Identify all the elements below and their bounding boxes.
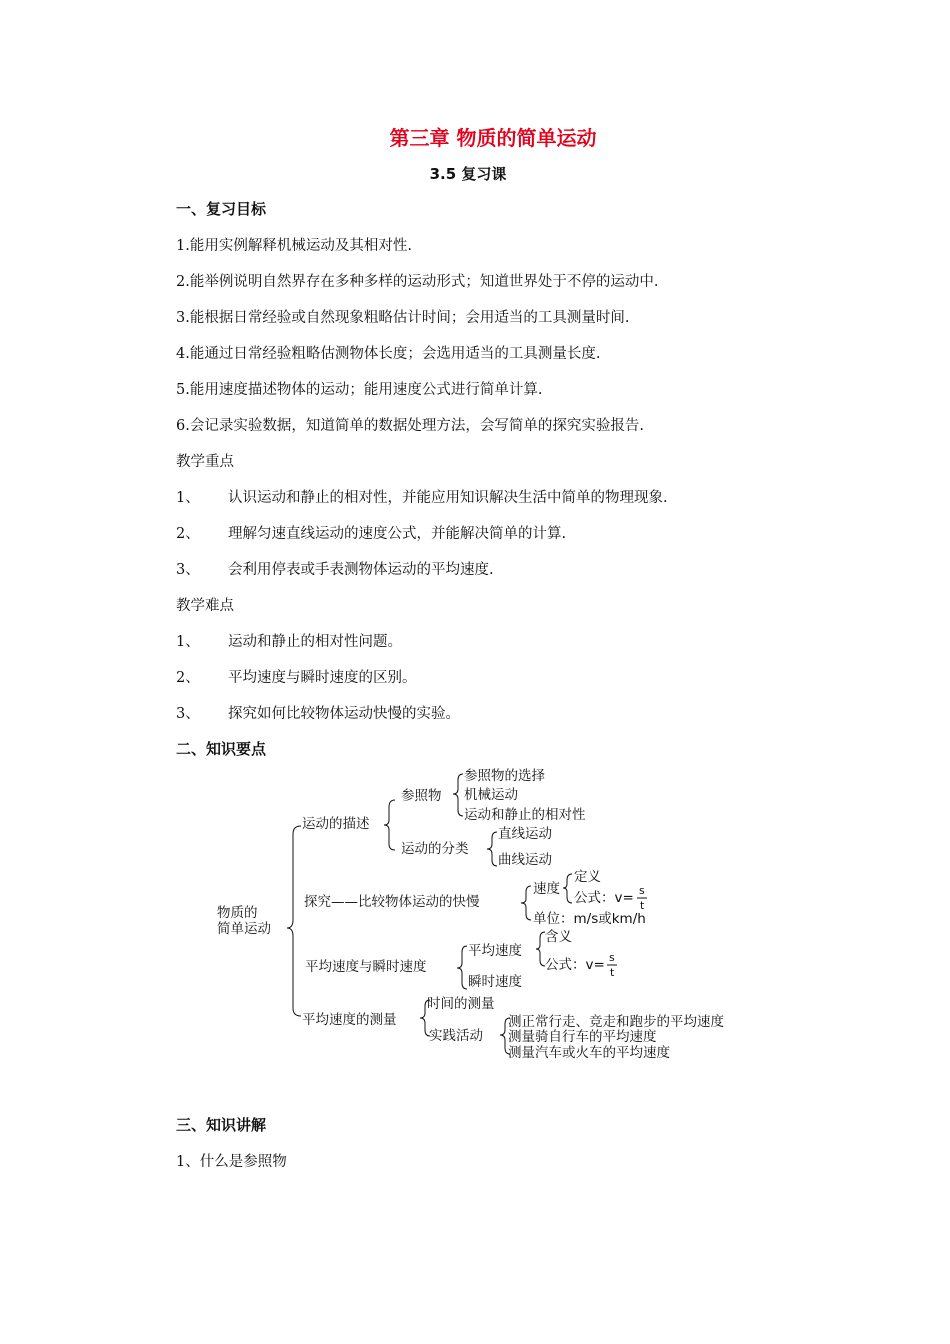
key-point-item xyxy=(176,486,668,507)
fraction-numerator: s xyxy=(609,951,615,964)
section-heading-knowledge: 二、知识要点 xyxy=(176,740,267,758)
goal-item: 6.会记录实验数据，知道简单的数据处理方法，会写简单的探究实验报告. xyxy=(176,418,644,434)
node-reference-object: 参照物 xyxy=(401,788,442,804)
fraction-denominator: t xyxy=(610,966,615,979)
branch-avg-instant-speed: 平均速度与瞬时速度 xyxy=(305,959,427,975)
difficulty-item xyxy=(176,666,417,687)
node-practice: 实践活动 xyxy=(429,1028,483,1044)
explanation-item: 1、什么是参照物 xyxy=(176,1154,287,1170)
key-point-text: 认识运动和静止的相对性，并能应用知识解决生活中简单的物理现象. xyxy=(228,490,668,506)
root-node-line2: 简单运动 xyxy=(217,921,271,937)
fraction-numerator: s xyxy=(639,884,645,897)
node-speed: 速度 xyxy=(533,881,560,897)
goal-item: 5.能用速度描述物体的运动；能用速度公式进行简单计算. xyxy=(176,382,543,398)
leaf-reference-choice: 参照物的选择 xyxy=(464,768,545,784)
leaf-meaning: 含义 xyxy=(545,929,572,945)
difficulty-number: 2、 xyxy=(176,670,200,686)
goal-item: 4.能通过日常经验粗略估测物体长度；会选用适当的工具测量长度. xyxy=(176,346,601,362)
leaf-formula-2: 公式：v= xyxy=(545,957,605,973)
goal-item: 3.能根据日常经验或自然现象粗略估计时间；会用适当的工具测量时间. xyxy=(176,310,630,326)
node-instant-speed: 瞬时速度 xyxy=(468,974,522,990)
leaf-linear-motion: 直线运动 xyxy=(498,826,552,842)
key-point-number: 1、 xyxy=(176,490,200,506)
brace-b3-1 xyxy=(536,932,545,966)
leaf-relativity: 运动和静止的相对性 xyxy=(464,807,586,823)
leaf-time-measure: 时间的测量 xyxy=(427,996,495,1012)
section-heading-goals: 一、复习目标 xyxy=(176,200,267,218)
node-motion-classification: 运动的分类 xyxy=(401,841,469,857)
leaf-formula: 公式：v= xyxy=(574,890,634,906)
node-average-speed: 平均速度 xyxy=(468,943,522,959)
knowledge-tree-diagram xyxy=(205,762,795,1062)
brace-b1 xyxy=(384,800,395,850)
difficulty-text: 探究如何比较物体运动快慢的实验。 xyxy=(228,706,460,722)
difficulty-item xyxy=(176,702,460,723)
section-heading-explanation: 三、知识讲解 xyxy=(176,1116,267,1134)
key-points-label: 教学重点 xyxy=(176,454,234,470)
leaf-curved-motion: 曲线运动 xyxy=(498,852,552,868)
main-brace xyxy=(287,826,301,1016)
difficulty-item xyxy=(176,630,402,651)
brace-b1-2 xyxy=(487,832,497,866)
chapter-title: 第三章 物质的简单运动 xyxy=(389,126,597,150)
leaf-walk-run: 测正常行走、竞走和跑步的平均速度 xyxy=(508,1014,724,1030)
leaf-mechanical-motion: 机械运动 xyxy=(464,787,518,803)
goal-item: 2.能举例说明自然界存在多种多样的运动形式；知道世界处于不停的运动中. xyxy=(176,274,659,290)
brace-b1-1 xyxy=(453,774,463,816)
goal-item: 1.能用实例解释机械运动及其相对性. xyxy=(176,238,412,254)
leaf-bicycle: 测量骑自行车的平均速度 xyxy=(508,1029,657,1045)
fraction-denominator: t xyxy=(640,899,645,912)
branch-motion-description: 运动的描述 xyxy=(302,816,370,832)
leaf-unit: 单位：m/s或km/h xyxy=(533,911,646,927)
lesson-subtitle: 3.5 复习课 xyxy=(429,165,507,183)
key-point-text: 理解匀速直线运动的速度公式，并能解决简单的计算. xyxy=(228,526,567,542)
key-point-number: 2、 xyxy=(176,526,200,542)
branch-speed-inquiry: 探究——比较物体运动的快慢 xyxy=(304,894,480,910)
brace-b3 xyxy=(457,946,467,989)
difficulty-number: 1、 xyxy=(176,634,200,650)
leaf-definition: 定义 xyxy=(574,869,601,885)
difficulty-text: 平均速度与瞬时速度的区别。 xyxy=(228,670,417,686)
key-point-item xyxy=(176,558,494,579)
key-point-number: 3、 xyxy=(176,562,200,578)
brace-b2-1 xyxy=(563,874,572,903)
difficulties-label: 教学难点 xyxy=(176,598,234,614)
difficulty-number: 3、 xyxy=(176,706,200,722)
branch-avg-speed-measure: 平均速度的测量 xyxy=(302,1012,397,1028)
brace-b2 xyxy=(521,886,531,920)
root-node-line1: 物质的 xyxy=(217,905,258,921)
difficulty-text: 运动和静止的相对性问题。 xyxy=(228,634,402,650)
key-point-text: 会利用停表或手表测物体运动的平均速度. xyxy=(228,562,494,578)
leaf-car-train: 测量汽车或火车的平均速度 xyxy=(508,1045,670,1061)
key-point-item xyxy=(176,522,566,543)
